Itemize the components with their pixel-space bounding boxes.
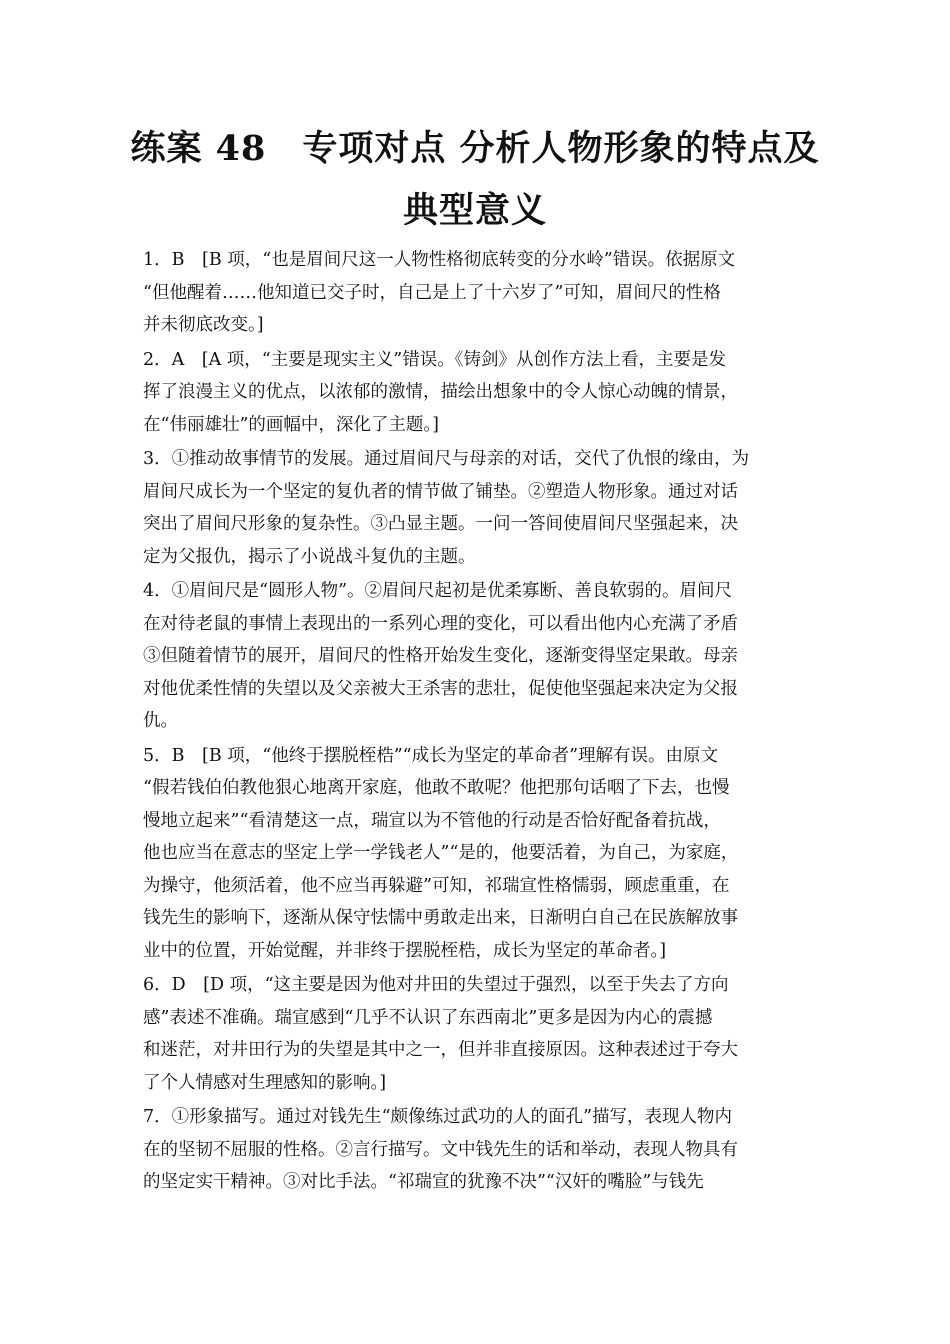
page-title [120,118,830,242]
answer-line: 并未彻底改变。] [143,315,264,335]
answer-line: 业中的位置，开始觉醒，并非终于摆脱桎梏，成长为坚定的革命者。] [143,940,667,961]
answer-item-3 [143,443,810,573]
answer-line: 4．①眉间尺是“圆形人物”。②眉间尺起初是优柔寡断、善良软弱的。眉间尺 [143,581,733,601]
answer-line: ③但随着情节的展开，眉间尺的性格开始发生变化，逐渐变得坚定果敢。母亲 [143,646,738,666]
answer-line: 5．B [B 项，“他终于摆脱桎梏”“成长为坚定的革命者”理解有误。由原文 [143,745,719,766]
answer-line: 6．D [D 项，“这主要是因为他对井田的失望过于强烈，以至于失去了方向 [143,975,729,995]
answer-line: 感”表述不准确。瑞宣感到“几乎不认识了东西南北”更多是因为内心的震撼 [143,1007,713,1028]
answer-line: 和迷茫，对井田行为的失望是其中之一，但并非直接原因。这种表述过于夸大 [143,1040,738,1060]
answer-line: 在的坚韧不屈服的性格。②言行描写。文中钱先生的话和举动，表现人物具有 [143,1139,738,1160]
answer-item-6 [143,969,810,1099]
answer-line: 他也应当在意志的坚定上学一学钱老人”“是的，他要活着，为自己，为家庭， [143,843,739,863]
answer-line: 突出了眉间尺形象的复杂性。③凸显主题。一问一答间使眉间尺坚强起来，决 [143,514,738,534]
answer-line: 对他优柔性情的失望以及父亲被大王杀害的悲壮，促使他坚强起来决定为父报 [143,678,738,699]
answer-line: 3．①推动故事情节的发展。通过眉间尺与母亲的对话，交代了仇恨的缘由，为 [143,449,750,469]
answer-line: “但他醒着……他知道已交子时，自己是上了十六岁了”可知，眉间尺的性格 [143,282,721,303]
answer-item-4 [143,575,810,738]
answer-line: 在对待老鼠的事情上表现出的一系列心理的变化，可以看出他内心充满了矛盾 [143,613,738,634]
title-line-1: 练案 48 专项对点 分析人物形象的特点及 [130,128,820,169]
answer-line: 1．B [B 项，“也是眉间尺这一人物性格彻底转变的分水岭”错误。依据原文 [143,250,736,270]
answer-line: 慢地立起来”“看清楚这一点，瑞宣以为不管他的行动是否恰好配备着抗战， [143,810,721,831]
answer-line: 挥了浪漫主义的优点，以浓郁的激情，描绘出想象中的令人惊心动魄的情景， [143,382,738,402]
answer-item-2 [143,344,810,442]
title-line-2: 典型意义 [402,190,547,231]
answer-line: 为操守，他须活着，他不应当再躲避”可知，祁瑞宣性格懦弱，顾虑重重，在 [143,875,730,896]
answer-line: 2．A [A 项，“主要是现实主义”错误。《铸剑》从创作方法上看，主要是发 [143,349,726,370]
answer-line: 仇。 [143,711,178,731]
answer-line: 7．①形象描写。通过对钱先生“颇像练过武功的人的面孔”描写，表现人物内 [143,1107,733,1127]
answer-item-5 [143,740,810,968]
answer-list [143,244,810,1201]
answer-line: 定为父报仇，揭示了小说战斗复仇的主题。 [143,546,476,567]
answer-item-7 [143,1101,810,1199]
answer-line: “假若钱伯伯教他狠心地离开家庭，他敢不敢呢？他把那句话咽了下去，也慢 [143,778,730,798]
answer-item-1 [143,244,810,342]
answer-line: 了个人情感对生理感知的影响。] [143,1072,387,1093]
answer-line: 的坚定实干精神。③对比手法。“祁瑞宣的犹豫不决”“汉奸的嘴脸”与钱先 [143,1172,704,1192]
answer-line: 在“伟丽雄壮”的画幅中，深化了主题。] [143,414,439,435]
answer-line: 钱先生的影响下，逐渐从保守怯懦中勇敢走出来，日渐明白自己在民族解放事 [143,908,738,928]
answer-line: 眉间尺成长为一个坚定的复仇者的情节做了铺垫。②塑造人物形象。通过对话 [143,481,738,502]
